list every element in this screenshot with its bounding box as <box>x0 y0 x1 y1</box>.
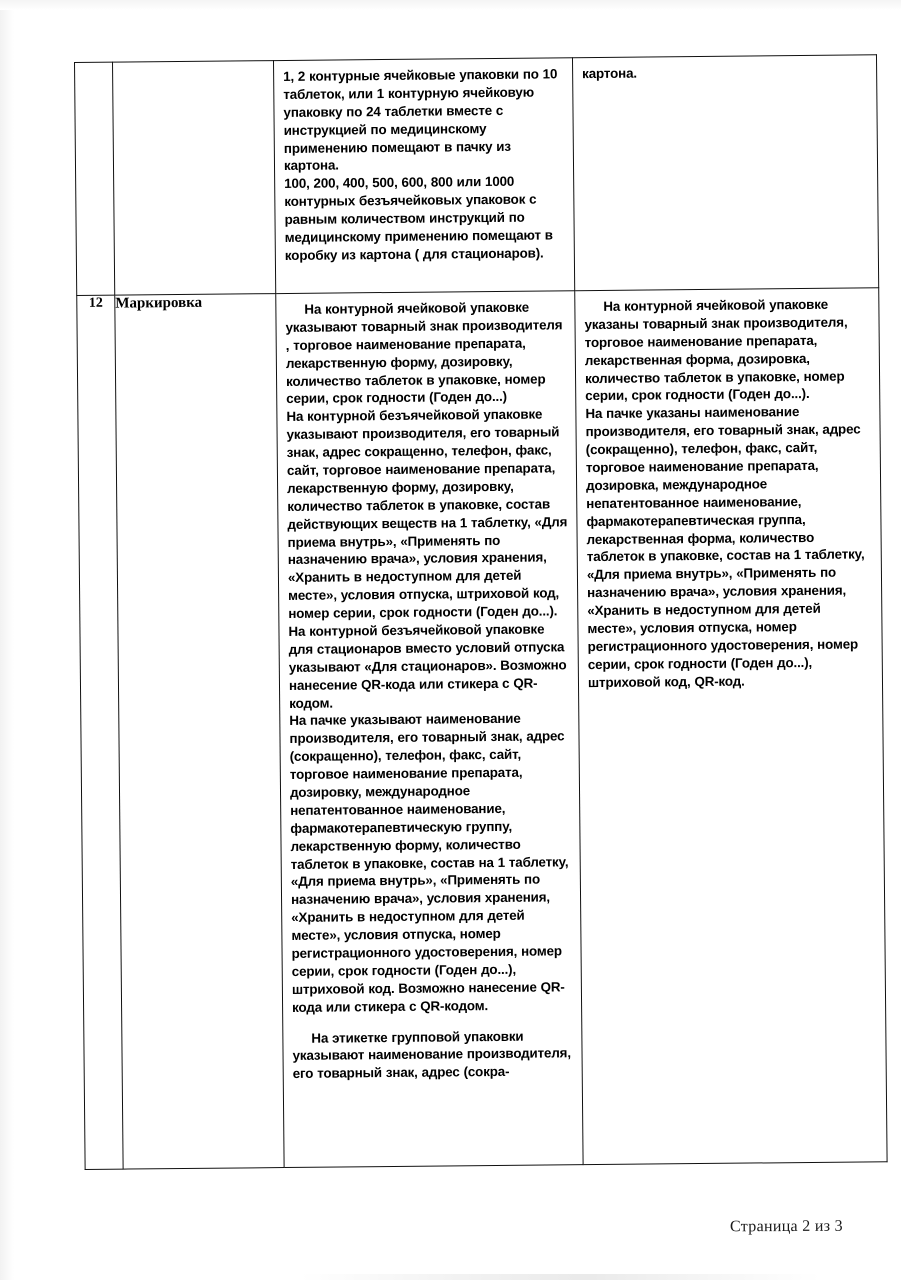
paragraph: На контурной безъячейковой упаковке для стационаров вместо условий отпуска указывают «Для стационаров». Возможно нанесение QR-кода или стикера с QR-кодом. <box>288 621 567 711</box>
table-row <box>75 55 879 296</box>
row-column-three-cell <box>276 291 583 1168</box>
paragraph: На контурной ячейковой упаковке указывают товарный знак производителя , торговое наименование препарата, лекарственную форму, дозировку, количество таблеток в упаковке, номер серии, срок годности (Годен до...) <box>285 299 563 407</box>
row-column-four-cell <box>575 288 887 1165</box>
paragraph: На контурной безъячейковой упаковке указывают производителя, его товарный знак, адрес сокращенно, телефон, факс, сайт, торговое наименование препарата, лекарственную форму, дозировку, количество таблеток в упаковке, состав действующих веществ на 1 таблетку, «Для приема внутрь», «Применять по назначению врача», условия хранения, «Хранить в недоступном для детей месте», условия отпуска, штриховой код, номер серии, срок годности (Годен до...). <box>286 406 568 622</box>
column-four-text <box>575 288 882 699</box>
scan-artifact-strip <box>300 1274 820 1280</box>
paragraph: 100, 200, 400, 500, 600, 800 или 1000 контурных безъячейковых упаковок с равным количеством инструкций по медицинскому применению помещают в коробку из картона ( для стационаров). <box>284 174 553 263</box>
column-three-text <box>274 58 574 273</box>
row-name-cell <box>113 61 276 296</box>
row-number-cell: 12 <box>77 295 123 1169</box>
row-column-four-cell <box>572 55 878 291</box>
paragraph: На этикетке групповой упаковки указывают наименование производителя, его товарный знак, адрес (сокра- <box>292 1028 571 1082</box>
row-name-cell: Маркировка <box>115 294 284 1170</box>
page-footer <box>0 1218 901 1236</box>
row-number-cell <box>75 62 115 295</box>
paragraph: 1, 2 контурные ячейковые упаковки по 10 таблеток, или 1 контурную ячейковую упаковку по 24 таблетки вместе с инструкцией по медицинскому применению помещают в пачку из картона. <box>283 66 558 174</box>
paragraph: картона. <box>582 65 637 82</box>
table-row <box>77 288 887 1170</box>
page-number-label: Страница 2 из 3 <box>730 1217 844 1236</box>
paragraph: На контурной ячейковой упаковке указаны товарный знак производителя, торговое наименование препарата, лекарственная форма, дозировка, количество таблеток в упаковке, номер серии, срок годности (Годен до...). <box>584 296 848 404</box>
paragraph: На пачке указаны наименование производителя, его товарный знак, адрес (сокращенно), телефон, факс, сайт, торговое наименование препарата, дозировка, международное непатентованное наименование, фармакотерапевтическая группа, лекарственная форма, количество таблеток в упаковке, состав на 1 таблетку, «Для приема внутрь», «Применять по назначению врача», условия хранения, «Хранить в недоступном для детей месте», условия отпуска, номер регистрационного удостоверения, номер серии, срок годности (Годен до...), штриховой код, QR-код. <box>585 404 865 690</box>
column-three-text <box>276 291 582 1091</box>
scan-edge-left <box>0 0 14 1280</box>
scan-edge-top <box>0 0 901 10</box>
specification-table <box>74 54 888 1170</box>
row-column-three-cell <box>273 58 574 294</box>
column-four-text <box>573 55 876 91</box>
paragraph: На пачке указывают наименование производителя, его товарный знак, адрес (сокращенно), телефон, факс, сайт, торговое наименование препарата, дозировку, международное непатентованное наименование, фармакотерапевтическую группу, лекарственную форму, количество таблеток в упаковке, состав на 1 таблетку, «Для приема внутрь», «Применять по назначению врача», условия хранения, «Хранить в недоступном для детей месте», условия отпуска, номер регистрационного удостоверения, номер серии, срок годности (Годен до...), штриховой код. Возможно нанесение QR-кода или стикера с QR-кодом. <box>289 711 569 1015</box>
